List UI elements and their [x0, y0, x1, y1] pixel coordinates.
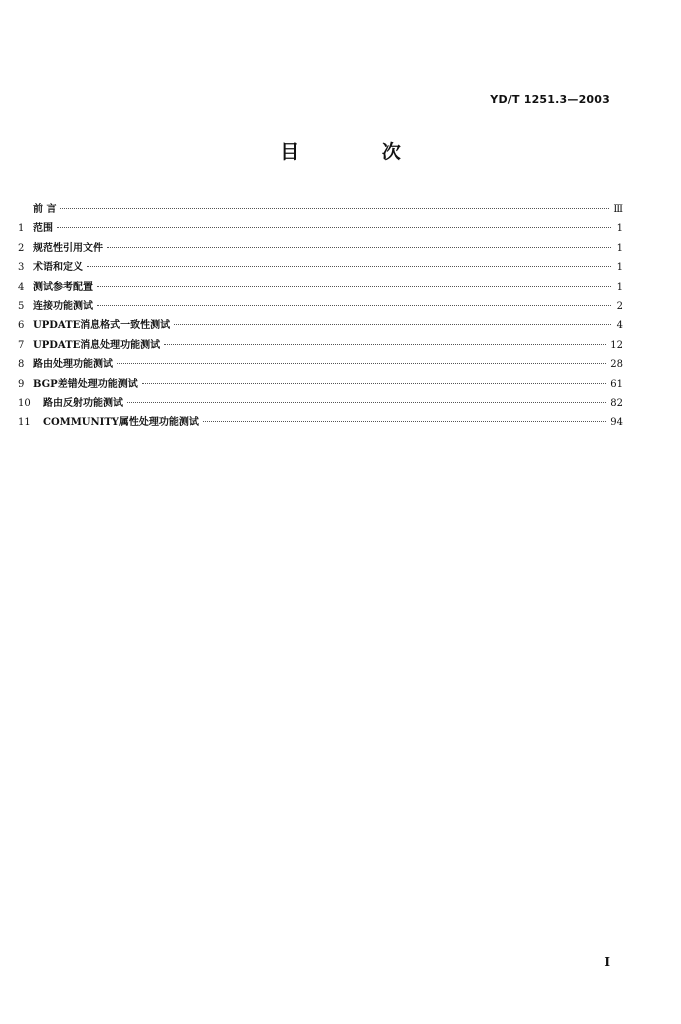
- dot-leader: [174, 324, 611, 325]
- toc-entry-label: 连接功能测试: [33, 300, 93, 312]
- toc-entry-label: UPDATE消息格式一致性测试: [33, 320, 171, 332]
- toc-entry-label: 测试参考配置: [33, 281, 93, 293]
- page-number: I: [604, 955, 610, 969]
- toc-entry-label: UPDATE消息处理功能测试: [33, 339, 161, 351]
- toc-entry-number: 5: [18, 300, 25, 312]
- toc-entry-label: 路由反射功能测试: [43, 397, 123, 409]
- dot-leader: [203, 421, 606, 422]
- toc-entry-page: 1: [616, 262, 623, 274]
- toc-entry-7[interactable]: [18, 336, 623, 355]
- toc-entry-label: 术语和定义: [33, 262, 83, 274]
- toc-entry-number: 3: [18, 262, 25, 274]
- document-code: YD/T 1251.3—2003: [490, 93, 610, 106]
- toc-entry-label: 规范性引用文件: [33, 242, 103, 254]
- toc-entry-8[interactable]: [18, 355, 623, 374]
- toc-entry-page: Ⅲ: [613, 204, 623, 215]
- toc-entry-number: 8: [18, 359, 25, 371]
- toc-entry-5[interactable]: [18, 297, 623, 316]
- toc-entry-number: 2: [18, 242, 25, 254]
- toc-entry-page: 4: [616, 320, 623, 332]
- toc-entry-page: 1: [616, 223, 623, 235]
- toc-entry-label: COMMUNITY属性处理功能测试: [43, 417, 199, 429]
- dot-leader: [117, 363, 606, 364]
- dot-leader: [87, 266, 611, 267]
- toc-entry-label: BGP差错处理功能测试: [33, 378, 138, 390]
- toc-entry-page: 12: [610, 339, 623, 351]
- toc-entry-page: 2: [616, 300, 623, 312]
- toc-title: 目 次: [280, 141, 439, 163]
- toc-entry-label: 路由处理功能测试: [33, 359, 113, 371]
- toc-entry-number: 7: [18, 339, 25, 351]
- toc-entry-label: 范围: [33, 223, 53, 235]
- dot-leader: [97, 286, 611, 287]
- toc-entry-number: 11: [18, 417, 31, 429]
- dot-leader: [60, 208, 609, 209]
- toc-entry-page: 94: [610, 417, 623, 429]
- toc-entry-page: 82: [610, 397, 623, 409]
- dot-leader: [107, 247, 611, 248]
- toc-entry-number: 4: [18, 281, 25, 293]
- toc-entry-9[interactable]: [18, 375, 623, 394]
- toc-entry-page: 1: [616, 281, 623, 293]
- dot-leader: [127, 402, 606, 403]
- toc-entry-page: 1: [616, 242, 623, 254]
- toc-entry-6[interactable]: [18, 316, 623, 335]
- toc-entry-1[interactable]: [18, 219, 623, 238]
- table-of-contents: [18, 200, 623, 433]
- toc-entry-number: 10: [18, 397, 31, 409]
- toc-entry-4[interactable]: [18, 278, 623, 297]
- toc-entry-3[interactable]: [18, 258, 623, 277]
- toc-entry-number: 1: [18, 223, 25, 235]
- toc-entry-number: 9: [18, 378, 25, 390]
- dot-leader: [57, 227, 611, 228]
- dot-leader: [142, 383, 607, 384]
- toc-entry-page: 61: [610, 378, 623, 390]
- toc-entry-page: 28: [610, 359, 623, 371]
- dot-leader: [97, 305, 611, 306]
- toc-entry-label: 前 言: [33, 204, 57, 215]
- toc-entry-foreword[interactable]: [18, 200, 623, 219]
- toc-entry-number: 6: [18, 320, 25, 332]
- dot-leader: [164, 344, 606, 345]
- toc-entry-10[interactable]: [18, 394, 623, 413]
- toc-entry-2[interactable]: [18, 239, 623, 258]
- toc-entry-11[interactable]: [18, 413, 623, 432]
